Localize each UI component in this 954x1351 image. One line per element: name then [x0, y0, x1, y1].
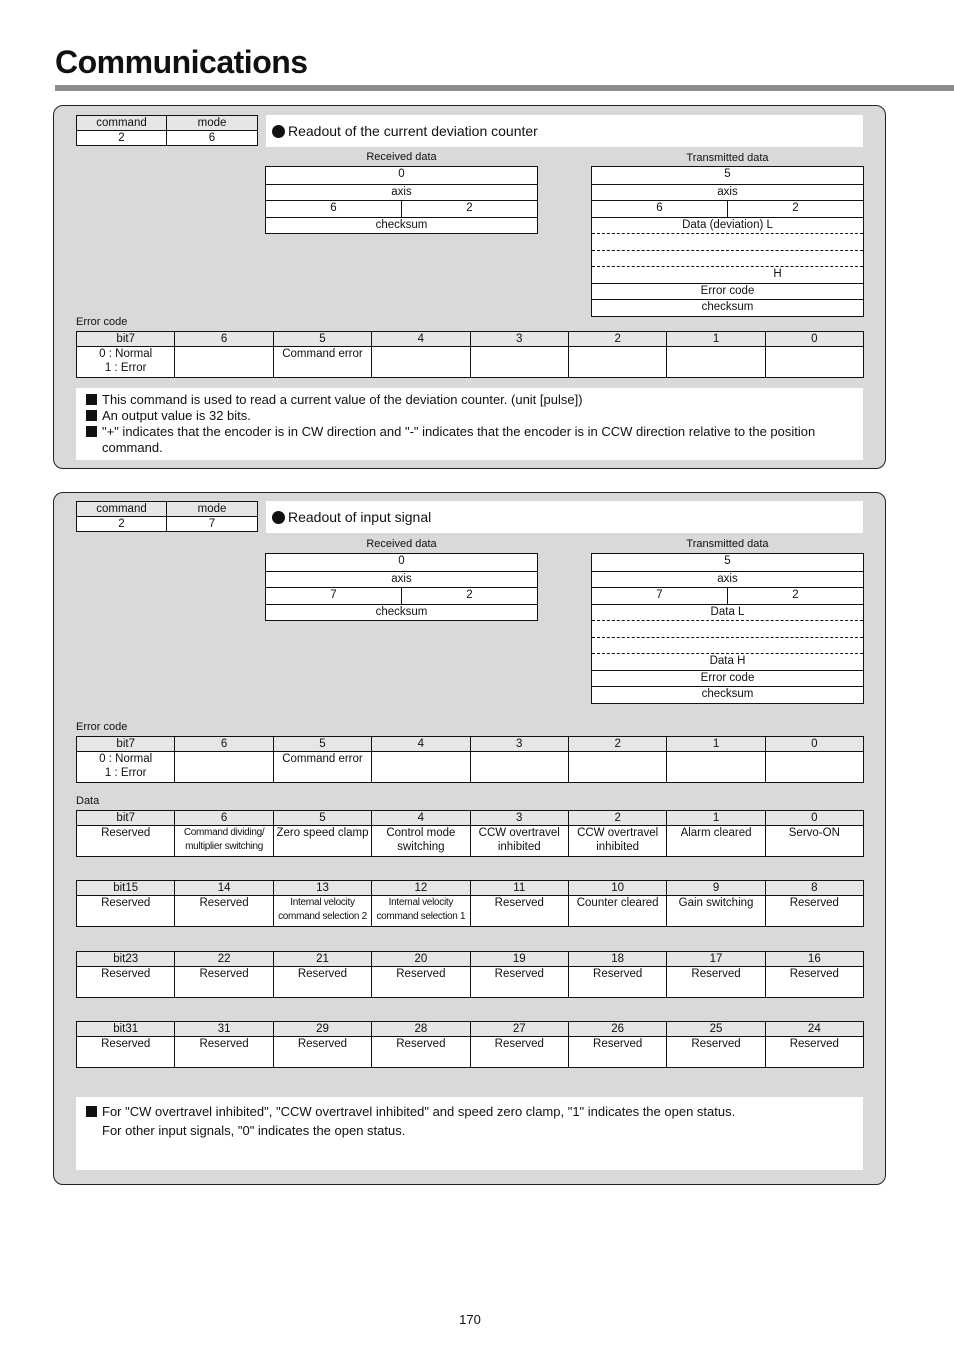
bit-cell: Command error	[273, 752, 371, 783]
command-mode-table	[76, 115, 258, 146]
received-data-frame	[265, 166, 538, 234]
mode-label: mode	[167, 502, 258, 517]
bit-header: 0	[765, 737, 863, 752]
bit-header: bit7	[77, 332, 175, 347]
bit-cell: Control mode switching	[372, 826, 470, 857]
bit-header: 28	[372, 1022, 470, 1037]
data-bit-table	[76, 951, 864, 998]
command-label: command	[77, 502, 167, 517]
bit-cell: Reserved	[273, 1037, 371, 1068]
bit-cell: Servo-ON	[765, 826, 863, 857]
note-item: An output value is 32 bits.	[86, 408, 853, 424]
transmitted-row: axis	[592, 571, 863, 588]
bit-header: bit15	[77, 881, 175, 896]
bit-cell: CCW overtravel inhibited	[568, 826, 666, 857]
data-bit-table	[76, 1021, 864, 1068]
bit-header: 10	[568, 881, 666, 896]
bit-cell: Internal velocity command selection 2	[273, 896, 371, 927]
bit-header: 24	[765, 1022, 863, 1037]
received-row: 7 2	[266, 587, 537, 604]
note-item: For "CW overtravel inhibited", "CCW overtravel inhibited" and speed zero clamp, "1" indicates the open status.	[86, 1102, 853, 1121]
bit-cell	[765, 752, 863, 783]
bit-cell: Reserved	[175, 896, 273, 927]
square-bullet-icon	[86, 426, 97, 437]
bit-cell: Zero speed clamp	[273, 826, 371, 857]
bit-header: 2	[568, 737, 666, 752]
bit-cell: 0 : Normal 1 : Error	[77, 347, 175, 378]
bit-header: 3	[470, 811, 568, 826]
transmitted-row: checksum	[592, 299, 863, 316]
transmitted-row: 5	[724, 555, 731, 567]
transmitted-row: Data (deviation) L	[592, 217, 863, 234]
bit-header: 26	[568, 1022, 666, 1037]
bit-header: 1	[667, 811, 765, 826]
bit-cell	[667, 347, 765, 378]
received-data-frame	[265, 553, 538, 621]
received-data-label: Received data	[366, 538, 437, 550]
received-row: checksum	[266, 604, 537, 621]
bit-header: bit7	[77, 811, 175, 826]
bit-header: 8	[765, 881, 863, 896]
error-code-label: Error code	[76, 721, 128, 733]
bit-cell: Reserved	[77, 826, 175, 857]
bit-header: 22	[175, 952, 273, 967]
bit-cell: Reserved	[470, 896, 568, 927]
bit-header: 0	[765, 811, 863, 826]
bit-header: 2	[568, 811, 666, 826]
bit-cell: Reserved	[568, 1037, 666, 1068]
bit-cell	[568, 347, 666, 378]
bit-header: 5	[273, 332, 371, 347]
received-data-label: Received data	[366, 151, 437, 163]
bit-header: 4	[372, 332, 470, 347]
bit-cell	[765, 347, 863, 378]
bit-header: 20	[372, 952, 470, 967]
bit-header: 29	[273, 1022, 371, 1037]
bit-cell: Reserved	[77, 896, 175, 927]
bit-header: 5	[273, 737, 371, 752]
bit-header: 16	[765, 952, 863, 967]
bit-header: bit7	[77, 737, 175, 752]
note-item: "+" indicates that the encoder is in CW direction and "-" indicates that the encoder is in CCW direction relative to the position command.	[86, 424, 853, 456]
bit-cell: 0 : Normal 1 : Error	[77, 752, 175, 783]
bit-cell: Command error	[273, 347, 371, 378]
bit-header: 4	[372, 811, 470, 826]
received-row: checksum	[266, 217, 537, 234]
transmitted-row: 7 2	[592, 587, 863, 604]
bit-cell: Counter cleared	[568, 896, 666, 927]
mode-value: 7	[167, 517, 258, 532]
bit-cell: Reserved	[765, 896, 863, 927]
transmitted-row: 6 2	[592, 200, 863, 217]
bit-header: 21	[273, 952, 371, 967]
data-label: Data	[76, 795, 100, 807]
bit-cell	[568, 752, 666, 783]
transmitted-row: Data L	[592, 604, 863, 621]
section-heading-text: Readout of the current deviation counter	[288, 123, 538, 139]
bit-header: 6	[175, 332, 273, 347]
transmitted-row	[592, 620, 863, 637]
bit-cell: Reserved	[667, 1037, 765, 1068]
received-row: 0	[398, 168, 405, 180]
transmitted-row	[592, 250, 863, 267]
transmitted-row: axis	[592, 184, 863, 201]
bit-cell: Reserved	[372, 967, 470, 998]
bit-cell	[372, 752, 470, 783]
bit-cell: Reserved	[470, 1037, 568, 1068]
bit-cell: Reserved	[372, 1037, 470, 1068]
bit-cell: Command dividing/ multiplier switching	[175, 826, 273, 857]
error-code-label: Error code	[76, 316, 128, 328]
received-row: axis	[266, 184, 537, 201]
panel-input-signal	[53, 492, 886, 1185]
bit-cell	[175, 752, 273, 783]
bit-cell: Alarm cleared	[667, 826, 765, 857]
bit-header: 0	[765, 332, 863, 347]
received-row: 6 2	[266, 200, 537, 217]
bit-header: 12	[372, 881, 470, 896]
transmitted-row: checksum	[592, 686, 863, 703]
page-title: Communications	[55, 44, 308, 80]
square-bullet-icon	[86, 394, 97, 405]
bit-header: 11	[470, 881, 568, 896]
bit-cell: Reserved	[765, 1037, 863, 1068]
transmitted-row: Data H	[592, 653, 863, 670]
bit-cell	[175, 347, 273, 378]
bit-header: 13	[273, 881, 371, 896]
bit-cell: Reserved	[470, 967, 568, 998]
bit-header: 14	[175, 881, 273, 896]
bit-header: 25	[667, 1022, 765, 1037]
bit-cell	[470, 752, 568, 783]
bit-cell: CCW overtravel inhibited	[470, 826, 568, 857]
bit-header: 9	[667, 881, 765, 896]
bit-cell: Reserved	[765, 967, 863, 998]
bullet-dot-icon	[272, 511, 285, 524]
bit-cell: Reserved	[273, 967, 371, 998]
mode-label: mode	[167, 116, 258, 131]
transmitted-row	[592, 637, 863, 654]
error-code-table	[76, 736, 864, 783]
mode-value: 6	[167, 131, 258, 146]
bit-header: 1	[667, 332, 765, 347]
notes-box	[76, 388, 863, 460]
data-bit-table	[76, 810, 864, 857]
bit-cell: Reserved	[77, 967, 175, 998]
bit-header: 3	[470, 332, 568, 347]
bit-header: 17	[667, 952, 765, 967]
bit-cell: Reserved	[568, 967, 666, 998]
transmitted-data-frame	[591, 553, 864, 704]
command-value: 2	[77, 131, 167, 146]
transmitted-row: Error code	[592, 670, 863, 687]
bit-header: 18	[568, 952, 666, 967]
transmitted-row: Error code	[592, 283, 863, 300]
page-number: 170	[459, 1312, 481, 1327]
note-item: For other input signals, "0" indicates the open status.	[102, 1123, 406, 1138]
bit-cell: Reserved	[175, 1037, 273, 1068]
section-heading	[266, 501, 863, 533]
transmitted-row: 5	[724, 168, 731, 180]
bit-header: 27	[470, 1022, 568, 1037]
bit-header: 4	[372, 737, 470, 752]
bit-header: bit23	[77, 952, 175, 967]
bullet-dot-icon	[272, 125, 285, 138]
bit-header: 3	[470, 737, 568, 752]
section-heading-text: Readout of input signal	[288, 509, 432, 525]
bit-header: 1	[667, 737, 765, 752]
panel-deviation-counter	[53, 105, 886, 469]
bit-header: 6	[175, 737, 273, 752]
bit-cell: Reserved	[175, 967, 273, 998]
bit-cell	[470, 347, 568, 378]
received-row: 0	[398, 555, 405, 567]
transmitted-row: H	[592, 266, 863, 283]
transmitted-row	[592, 233, 863, 250]
note-item: This command is used to read a current value of the deviation counter. (unit [pulse])	[86, 392, 853, 408]
square-bullet-icon	[86, 1106, 97, 1117]
section-heading	[266, 115, 863, 147]
bit-header: 5	[273, 811, 371, 826]
command-value: 2	[77, 517, 167, 532]
transmitted-data-label: Transmitted data	[686, 538, 769, 550]
bit-cell: Reserved	[667, 967, 765, 998]
command-label: command	[77, 116, 167, 131]
bit-header: bit31	[77, 1022, 175, 1037]
bit-header: 2	[568, 332, 666, 347]
bit-cell: Gain switching	[667, 896, 765, 927]
square-bullet-icon	[86, 410, 97, 421]
received-row: axis	[266, 571, 537, 588]
transmitted-data-label: Transmitted data	[686, 152, 769, 164]
data-bit-table	[76, 880, 864, 927]
bit-cell: Reserved	[77, 1037, 175, 1068]
error-code-table	[76, 331, 864, 378]
transmitted-data-frame	[591, 166, 864, 317]
title-rule	[55, 85, 954, 91]
bit-header: 19	[470, 952, 568, 967]
bit-cell: Internal velocity command selection 1	[372, 896, 470, 927]
bit-cell	[667, 752, 765, 783]
notes-box	[76, 1097, 863, 1170]
command-mode-table	[76, 501, 258, 532]
bit-header: 31	[175, 1022, 273, 1037]
bit-header: 6	[175, 811, 273, 826]
bit-cell	[372, 347, 470, 378]
